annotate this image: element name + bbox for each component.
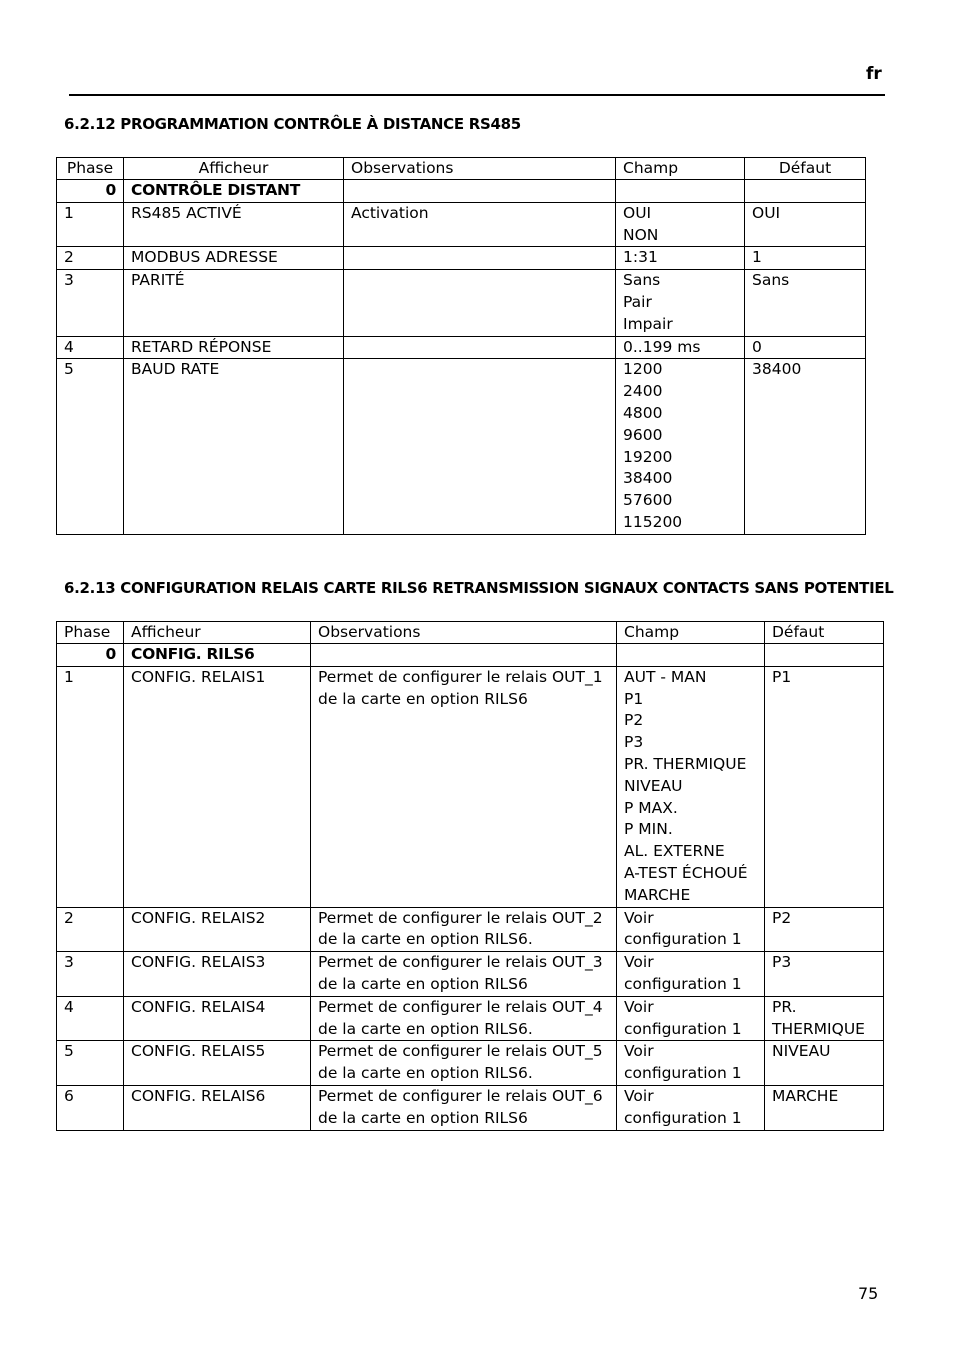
header-phase: Phase — [57, 158, 124, 180]
table-row — [57, 996, 884, 1041]
cell-afficheur: CONFIG. RELAIS4 — [124, 996, 311, 1041]
cell-defaut: P1 — [765, 666, 884, 907]
cell-afficheur: PARITÉ — [124, 270, 344, 336]
cell-defaut: P2 — [765, 907, 884, 952]
table-row — [57, 247, 866, 270]
cell-observations — [344, 359, 616, 534]
header-rule — [69, 94, 885, 96]
cell-defaut: P3 — [765, 952, 884, 997]
cell-champ: Sans Pair Impair — [616, 270, 745, 336]
table-header-row — [57, 622, 884, 644]
cell-phase: 4 — [57, 996, 124, 1041]
cell-afficheur: RS485 ACTIVÉ — [124, 202, 344, 247]
header-afficheur: Afficheur — [124, 622, 311, 644]
table-group-row — [57, 180, 866, 203]
header-champ: Champ — [616, 158, 745, 180]
cell-champ: Voir configuration 1 — [617, 1085, 765, 1130]
cell-defaut: 38400 — [745, 359, 866, 534]
table-row — [57, 336, 866, 359]
cell-observations: Permet de configurer le relais OUT_2 de la carte en option RILS6. — [311, 907, 617, 952]
cell-defaut: 0 — [745, 336, 866, 359]
cell-champ: 1200 2400 4800 9600 19200 38400 57600 115200 — [616, 359, 745, 534]
section-title-rs485: 6.2.12 PROGRAMMATION CONTRÔLE À DISTANCE RS485 — [64, 115, 521, 133]
cell-defaut: Sans — [745, 270, 866, 336]
table-row — [57, 359, 866, 534]
cell-observations: Permet de configurer le relais OUT_3 de la carte en option RILS6 — [311, 952, 617, 997]
cell-afficheur: RETARD RÉPONSE — [124, 336, 344, 359]
table-row — [57, 1085, 884, 1130]
table-group-row — [57, 644, 884, 667]
cell-observations: Activation — [344, 202, 616, 247]
table-row — [57, 270, 866, 336]
cell-afficheur: CONFIG. RELAIS6 — [124, 1085, 311, 1130]
cell-champ: Voir configuration 1 — [617, 996, 765, 1041]
cell-phase: 5 — [57, 1041, 124, 1086]
cell-afficheur: CONFIG. RELAIS5 — [124, 1041, 311, 1086]
group-phase: 0 — [57, 180, 124, 203]
group-empty — [745, 180, 866, 203]
cell-observations — [344, 247, 616, 270]
group-empty — [311, 644, 617, 667]
cell-champ: Voir configuration 1 — [617, 952, 765, 997]
group-afficheur: CONFIG. RILS6 — [124, 644, 311, 667]
cell-afficheur: CONFIG. RELAIS3 — [124, 952, 311, 997]
cell-champ: Voir configuration 1 — [617, 1041, 765, 1086]
header-observations: Observations — [311, 622, 617, 644]
cell-phase: 1 — [57, 666, 124, 907]
group-empty — [344, 180, 616, 203]
table-row — [57, 907, 884, 952]
cell-phase: 4 — [57, 336, 124, 359]
cell-observations: Permet de configurer le relais OUT_5 de la carte en option RILS6. — [311, 1041, 617, 1086]
table-row — [57, 202, 866, 247]
section-title-rils6: 6.2.13 CONFIGURATION RELAIS CARTE RILS6 RETRANSMISSION SIGNAUX CONTACTS SANS POTENTIEL — [64, 579, 894, 597]
rs485-table — [56, 157, 866, 535]
cell-champ: OUI NON — [616, 202, 745, 247]
cell-defaut: OUI — [745, 202, 866, 247]
cell-phase: 6 — [57, 1085, 124, 1130]
cell-champ: 1:31 — [616, 247, 745, 270]
language-code: fr — [866, 64, 882, 84]
header-defaut: Défaut — [745, 158, 866, 180]
header-afficheur: Afficheur — [124, 158, 344, 180]
page-number: 75 — [858, 1284, 879, 1303]
cell-defaut: PR. THERMIQUE — [765, 996, 884, 1041]
group-phase: 0 — [57, 644, 124, 667]
cell-defaut: MARCHE — [765, 1085, 884, 1130]
table-row — [57, 952, 884, 997]
cell-observations — [344, 270, 616, 336]
group-empty — [616, 180, 745, 203]
cell-champ: Voir configuration 1 — [617, 907, 765, 952]
group-afficheur: CONTRÔLE DISTANT — [124, 180, 344, 203]
group-empty — [617, 644, 765, 667]
cell-phase: 2 — [57, 247, 124, 270]
cell-afficheur: MODBUS ADRESSE — [124, 247, 344, 270]
group-empty — [765, 644, 884, 667]
cell-phase: 1 — [57, 202, 124, 247]
cell-defaut: NIVEAU — [765, 1041, 884, 1086]
cell-defaut: 1 — [745, 247, 866, 270]
rils6-table — [56, 621, 884, 1131]
table-row — [57, 1041, 884, 1086]
cell-phase: 5 — [57, 359, 124, 534]
header-defaut: Défaut — [765, 622, 884, 644]
cell-observations — [344, 336, 616, 359]
cell-phase: 3 — [57, 270, 124, 336]
cell-afficheur: CONFIG. RELAIS2 — [124, 907, 311, 952]
table-row — [57, 666, 884, 907]
cell-champ: 0..199 ms — [616, 336, 745, 359]
cell-champ: AUT - MAN P1 P2 P3 PR. THERMIQUE NIVEAU P MAX. P MIN. AL. EXTERNE A-TEST ÉCHOUÉ MARCHE — [617, 666, 765, 907]
cell-phase: 3 — [57, 952, 124, 997]
cell-phase: 2 — [57, 907, 124, 952]
cell-afficheur: BAUD RATE — [124, 359, 344, 534]
cell-observations: Permet de configurer le relais OUT_1 de la carte en option RILS6 — [311, 666, 617, 907]
cell-observations: Permet de configurer le relais OUT_6 de la carte en option RILS6 — [311, 1085, 617, 1130]
table-header-row — [57, 158, 866, 180]
header-observations: Observations — [344, 158, 616, 180]
cell-observations: Permet de configurer le relais OUT_4 de la carte en option RILS6. — [311, 996, 617, 1041]
header-champ: Champ — [617, 622, 765, 644]
header-phase: Phase — [57, 622, 124, 644]
cell-afficheur: CONFIG. RELAIS1 — [124, 666, 311, 907]
